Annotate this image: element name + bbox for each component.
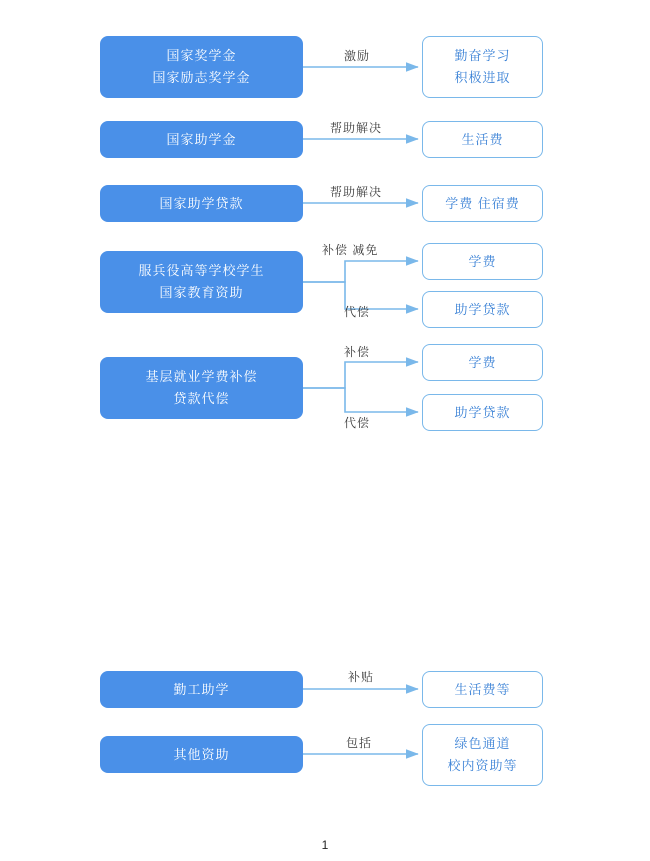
node-military-service-line-2: 国家教育资助 (159, 285, 244, 300)
edge-label-repay-1: 代偿 (344, 305, 371, 319)
edge-label-help-solve-2: 帮助解决 (330, 185, 383, 199)
edge-label-subsidy: 补贴 (348, 670, 375, 684)
edge-label-repay-2: 代偿 (344, 416, 371, 430)
node-other-aid (100, 736, 303, 773)
node-scholarship-line-1: 国家奖学金 (166, 48, 237, 63)
node-student-loan-line-1: 国家助学贷款 (159, 195, 244, 211)
node-tuition-2-line-1: 学费 (468, 354, 497, 370)
node-tuition-accommodation-line-1: 学费 住宿费 (445, 195, 520, 211)
node-green-channel-line-1: 绿色通道 (454, 736, 511, 751)
edge-label-compensate: 补偿 (344, 345, 371, 359)
node-national-grant (100, 121, 303, 158)
node-work-study (100, 671, 303, 708)
node-loan-2 (422, 394, 543, 431)
node-diligent-study-line-2: 积极进取 (454, 70, 511, 85)
node-other-aid-line-1: 其他资助 (173, 746, 230, 762)
node-grassroots-employment-line-1: 基层就业学费补偿 (145, 369, 258, 384)
node-living-expenses (422, 121, 543, 158)
node-work-study-line-1: 勤工助学 (173, 681, 230, 697)
node-scholarship-line-2: 国家励志奖学金 (152, 70, 251, 85)
node-tuition-1 (422, 243, 543, 280)
page-number: 1 (321, 838, 329, 852)
node-loan-2-line-1: 助学贷款 (454, 404, 511, 420)
node-living-expenses-etc (422, 671, 543, 708)
node-grassroots-employment-line-2: 贷款代偿 (173, 391, 230, 406)
node-green-channel (422, 724, 543, 786)
node-national-grant-line-1: 国家助学金 (166, 131, 237, 147)
node-tuition-1-line-1: 学费 (468, 253, 497, 269)
node-tuition-2 (422, 344, 543, 381)
node-living-expenses-etc-line-1: 生活费等 (454, 681, 511, 697)
edge-label-includes: 包括 (346, 736, 373, 750)
node-student-loan (100, 185, 303, 222)
edge-label-compensate-reduce: 补偿 减免 (322, 243, 379, 257)
edge-label-encourage: 激励 (344, 49, 371, 63)
node-living-expenses-line-1: 生活费 (461, 131, 504, 147)
node-military-service-line-1: 服兵役高等学校学生 (138, 263, 265, 278)
edge-label-help-solve-1: 帮助解决 (330, 121, 383, 135)
node-scholarship (100, 36, 303, 98)
node-loan-1 (422, 291, 543, 328)
node-tuition-accommodation (422, 185, 543, 222)
node-loan-1-line-1: 助学贷款 (454, 301, 511, 317)
node-grassroots-employment (100, 357, 303, 419)
node-military-service (100, 251, 303, 313)
node-diligent-study-line-1: 勤奋学习 (454, 48, 511, 63)
node-green-channel-line-2: 校内资助等 (447, 758, 518, 773)
node-diligent-study (422, 36, 543, 98)
